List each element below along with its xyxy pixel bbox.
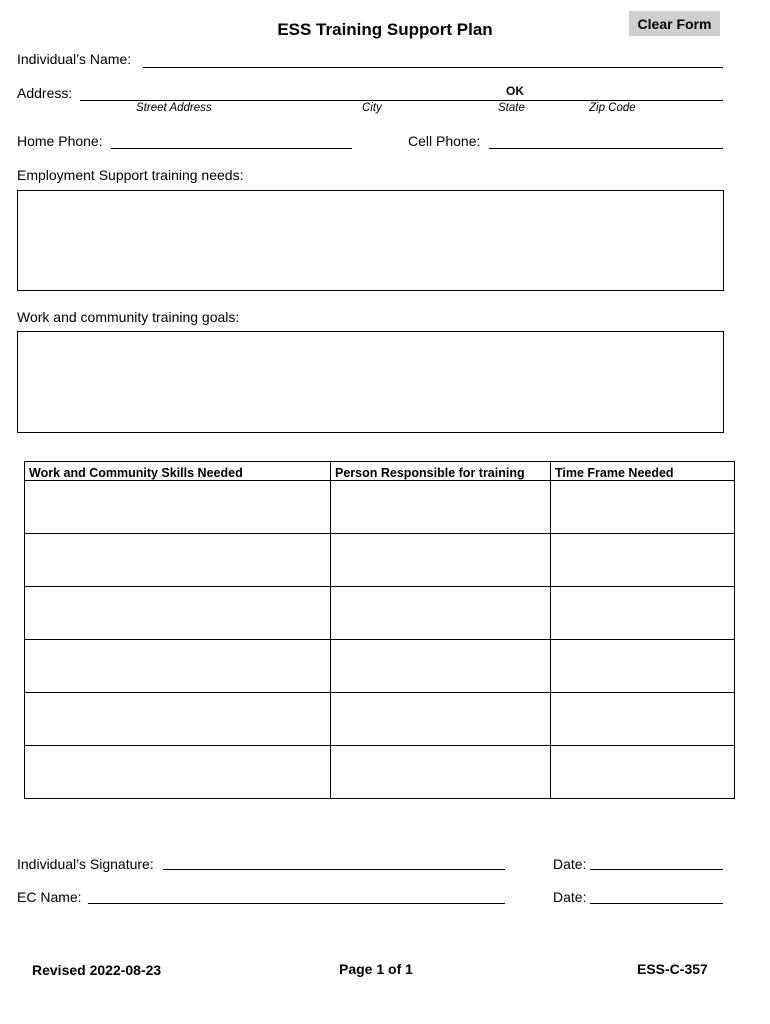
time-frame-cell[interactable] (551, 746, 735, 799)
time-frame-cell[interactable] (551, 534, 735, 587)
individual-name-label: Individual’s Name: (17, 51, 132, 67)
person-responsible-cell[interactable] (331, 693, 551, 746)
table-row (25, 534, 735, 587)
time-frame-cell[interactable] (551, 587, 735, 640)
individual-signature-field[interactable] (163, 853, 505, 870)
form-title: ESS Training Support Plan (277, 20, 493, 39)
home-phone-field[interactable] (111, 132, 352, 149)
cell-phone-field[interactable] (489, 132, 723, 149)
date-field-2[interactable] (590, 887, 723, 904)
skills-needed-cell[interactable] (25, 587, 331, 640)
state-caption: State (498, 102, 525, 114)
person-responsible-cell[interactable] (331, 534, 551, 587)
skills-needed-cell[interactable] (25, 746, 331, 799)
revised-date: Revised 2022-08-23 (32, 962, 162, 978)
skills-needed-cell[interactable] (25, 640, 331, 693)
skills-table (24, 461, 735, 799)
city-caption: City (362, 102, 382, 114)
skills-needed-cell[interactable] (25, 481, 331, 534)
individual-signature-label: Individual’s Signature: (17, 856, 154, 872)
table-row (25, 481, 735, 534)
state-value: OK (506, 84, 524, 98)
person-responsible-cell[interactable] (331, 481, 551, 534)
address-label: Address: (17, 85, 73, 101)
zip-code-caption: Zip Code (589, 102, 636, 114)
employment-needs-textarea[interactable] (17, 190, 724, 291)
date-field-1[interactable] (590, 853, 723, 870)
employment-needs-label: Employment Support training needs: (17, 167, 244, 183)
person-responsible-cell[interactable] (331, 640, 551, 693)
table-row (25, 587, 735, 640)
ec-name-field[interactable] (88, 887, 505, 904)
table-header-row (25, 462, 735, 481)
work-goals-label: Work and community training goals: (17, 309, 240, 325)
home-phone-label: Home Phone: (17, 133, 103, 149)
skills-needed-header: Work and Community Skills Needed (25, 462, 331, 481)
time-frame-cell[interactable] (551, 693, 735, 746)
individual-name-field[interactable] (143, 51, 723, 68)
person-responsible-cell[interactable] (331, 587, 551, 640)
person-responsible-header: Person Responsible for training (331, 462, 551, 481)
street-address-caption: Street Address (136, 102, 212, 114)
page-number: Page 1 of 1 (339, 961, 413, 977)
time-frame-cell[interactable] (551, 481, 735, 534)
ec-name-label: EC Name: (17, 889, 82, 905)
cell-phone-label: Cell Phone: (408, 133, 481, 149)
date-label-1: Date: (553, 856, 587, 872)
table-row (25, 746, 735, 799)
skills-needed-cell[interactable] (25, 534, 331, 587)
clear-form-button[interactable]: Clear Form (629, 11, 720, 36)
address-field[interactable] (80, 84, 723, 101)
time-frame-cell[interactable] (551, 640, 735, 693)
time-frame-header: Time Frame Needed (551, 462, 735, 481)
date-label-2: Date: (553, 889, 587, 905)
table-row (25, 640, 735, 693)
table-row (25, 693, 735, 746)
person-responsible-cell[interactable] (331, 746, 551, 799)
work-goals-textarea[interactable] (17, 331, 724, 433)
skills-needed-cell[interactable] (25, 693, 331, 746)
form-code: ESS-C-357 (637, 961, 708, 977)
